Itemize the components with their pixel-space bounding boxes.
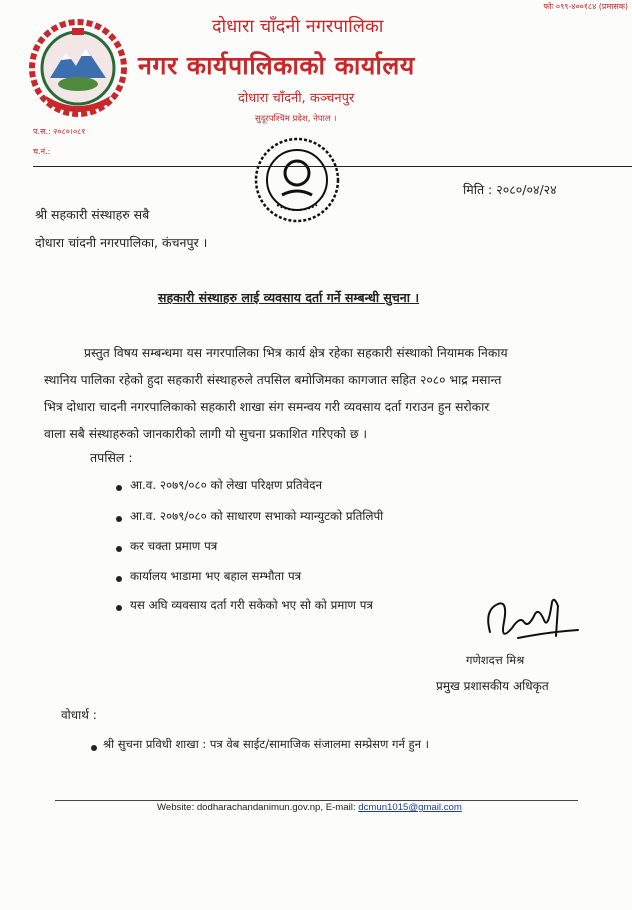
- bullet-icon: [116, 516, 122, 522]
- nepal-emblem-icon: [28, 18, 128, 118]
- dispatch-number: च.नं.:: [33, 147, 51, 156]
- list-item: यस अघि व्यवसाय दर्ता गरी सकेको भए सो को प्रमाण पत्र: [130, 598, 373, 612]
- signature-icon: [478, 592, 583, 650]
- address-line-1: दोधारा चाँदनी, कञ्चनपुर: [238, 91, 355, 106]
- letter-date: मिति : २०८०/०४/२४: [463, 182, 557, 197]
- body-line: भित्र दोधारा चादनी नगरपालिकाको सहकारी शाखा संग समन्वय गरी व्यवसाय दर्ता गराउन हुन सरोकार: [44, 400, 490, 414]
- signatory-name: गणेशदत्त मिश्र: [466, 653, 525, 667]
- bullet-icon: [91, 745, 97, 751]
- phone-number: फोः ०९९-४००१८४ (प्रमासक): [543, 2, 628, 11]
- bullet-icon: [116, 546, 122, 552]
- bullet-icon: [116, 485, 122, 491]
- list-item: कर चक्ता प्रमाण पत्र: [130, 539, 218, 553]
- footer-website: Website: dodharachandanimun.gov.np, E-mail:: [157, 802, 359, 813]
- bullet-icon: [116, 605, 122, 611]
- office-stamp-icon: [252, 135, 342, 225]
- bullet-icon: [116, 576, 122, 582]
- signatory-title: प्रमुख प्रशासकीय अधिकृत: [436, 679, 549, 693]
- cc-item: श्री सुचना प्रविधी शाखा : पत्र वेब साईट/सामाजिक संजालमा सम्प्रेसण गर्न हुन ।: [103, 737, 430, 751]
- body-line: वाला सबै संस्थाहरुको जानकारीको लागी यो सुचना प्रकाशित गरिएको छ ।: [44, 427, 368, 441]
- footer-divider: [55, 800, 578, 801]
- list-label: तपसिल :: [90, 450, 133, 465]
- footer-email-link[interactable]: dcmun1015@gmail.com: [358, 802, 462, 813]
- footer-contact: [157, 802, 462, 813]
- letter-subject: सहकारी संस्थाहरु लाई व्यवसाय दर्ता गर्ने सम्बन्धी सुचना ।: [158, 290, 420, 305]
- cc-label: वोधार्थ :: [61, 708, 97, 722]
- municipality-name: दोधारा चाँदनी नगरपालिका: [212, 16, 384, 37]
- body-line: स्थानिय पालिका रहेको हुदा सहकारी संस्थाहरुले तपसिल बमोजिमका कागजात सहित २०८० भाद्र मसान्त: [44, 373, 502, 387]
- recipient-line-1: श्री सहकारी संस्थाहरु सबै: [35, 207, 150, 222]
- list-item: आ.व. २०७९/०८० को लेखा परिक्षण प्रतिवेदन: [130, 478, 323, 492]
- body-line: प्रस्तुत विषय सम्बन्धमा यस नगरपालिका भित्र कार्य क्षेत्र रहेका सहकारी संस्थाको नियामक निकाय: [84, 346, 508, 360]
- header-divider: [33, 166, 632, 167]
- office-title: नगर कार्यपालिकाको कार्यालय: [138, 51, 415, 80]
- reference-number: प.स.: २०८०।०८१: [33, 127, 86, 136]
- recipient-line-2: दोधारा चांदनी नगरपालिका, कंचनपुर ।: [35, 235, 208, 250]
- list-item: आ.व. २०७९/०८० को साधारण सभाको म्यान्युटको प्रतिलिपी: [130, 509, 384, 523]
- address-line-2: सुदूरपश्चिम प्रदेश, नेपाल ।: [255, 114, 337, 124]
- list-item: कार्यालय भाडामा भए बहाल सम्भौता पत्र: [130, 569, 302, 583]
